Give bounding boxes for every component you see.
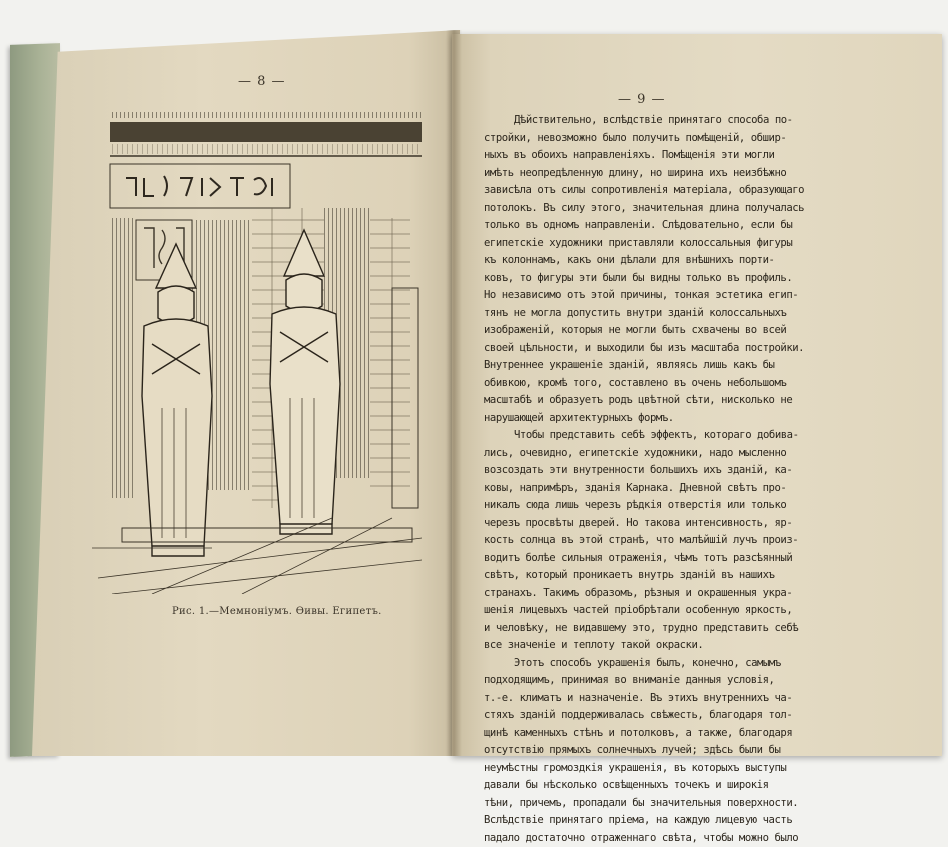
text-line: ковы, напримѣръ, зданія Карнака. Дневной свѣтъ про- [484, 480, 834, 498]
text-line: ковъ, то фигуры эти были бы видны только въ профиль. [484, 270, 834, 288]
text-line: водитъ болѣе сильныя отраженія, чѣмъ тотъ разсѣянный [484, 550, 834, 568]
text-line: потолокъ. Въ силу этого, значительная длина получалась [484, 200, 834, 218]
text-line: стройки, невозможно было получить помѣщеній, обшир- [484, 130, 834, 148]
text-line: своей цѣльности, и выходили бы изъ масштаба постройки. [484, 340, 834, 358]
text-line: тѣни, причемъ, пропадали бы значительныя поверхности. [484, 795, 834, 813]
text-line: черезъ просвѣты дверей. Но такова интенсивность, яр- [484, 515, 834, 533]
text-line: нарушающей архитектурныхъ формъ. [484, 410, 834, 428]
text-line: падало достаточно отраженнаго свѣта, чтобы можно было [484, 830, 834, 847]
text-line: зависѣла отъ силы сопротивленія матеріала, образующаго [484, 182, 834, 200]
text-line: изображеній, которыя не могли быть схвачены во всей [484, 322, 834, 340]
text-line: и человѣку, не видавшему это, трудно представить себѣ [484, 620, 834, 638]
text-line: подходящимъ, принимая во вниманіе данныя условія, [484, 672, 834, 690]
text-line: масштабѣ и образуетъ родъ цвѣтной сѣти, нисколько не [484, 392, 834, 410]
page-number-left: — 8 — [238, 74, 286, 89]
text-line: лись, очевидно, египетскіе художники, надо мысленно [484, 445, 834, 463]
body-text [484, 112, 834, 847]
page-number-right: — 9 — [618, 92, 666, 107]
text-line: давали бы нѣсколько освѣщенныхъ точекъ и широкія [484, 777, 834, 795]
text-line: имѣть неопредѣленную длину, но ширина ихъ неизбѣжно [484, 165, 834, 183]
text-line: Вслѣдствіе принятаго пріема, на каждую лицевую часть [484, 812, 834, 830]
text-line: неумѣстны громоздкія украшенія, въ которыхъ выступы [484, 760, 834, 778]
text-line: возсоздать эти внутренности большихъ ихъ зданій, ка- [484, 462, 834, 480]
text-line: только въ одномъ направленіи. Слѣдовательно, если бы [484, 217, 834, 235]
text-line: шенія лицевыхъ частей пріобрѣтали особенную яркость, [484, 602, 834, 620]
text-line: египетскіе художники приставляли колоссальныя фигуры [484, 235, 834, 253]
text-line: никалъ сюда лишь черезъ рѣдкія отверстія или только [484, 497, 834, 515]
text-line: щинѣ каменныхъ стѣнъ и потолковъ, а также, благодаря [484, 725, 834, 743]
text-line: Внутреннее украшеніе зданій, являясь лишь какъ бы [484, 357, 834, 375]
text-line: Дѣйствительно, вслѣдствіе принятаго способа по- [484, 112, 834, 130]
text-line: Этотъ способъ украшенія былъ, конечно, самымъ [484, 655, 834, 673]
book-gutter [446, 30, 462, 756]
text-line: все значеніе и теплоту такой окраски. [484, 637, 834, 655]
text-line: ныхъ въ обоихъ направленіяхъ. Помѣщенія эти могли [484, 147, 834, 165]
text-line: Чтобы представить себѣ эффектъ, котораго добива- [484, 427, 834, 445]
text-line: къ колоннамъ, какъ они дѣлали для внѣшнихъ порти- [484, 252, 834, 270]
text-line: свѣтъ, который проникаетъ внутрь зданій въ нашихъ [484, 567, 834, 585]
text-line: странахъ. Такимъ образомъ, рѣзныя и окрашенныя укра- [484, 585, 834, 603]
text-line: т.-е. климатъ и назначеніе. Въ этихъ внутреннихъ ча- [484, 690, 834, 708]
text-line: обивкою, кромѣ того, составлено въ очень небольшомъ [484, 375, 834, 393]
text-line: Но независимо отъ этой причины, тонкая эстетика егип- [484, 287, 834, 305]
text-line: отсутствію прямыхъ солнечныхъ лучей; здѣсь были бы [484, 742, 834, 760]
text-line: стяхъ зданій поддерживалась свѣжесть, благодаря тол- [484, 707, 834, 725]
egyptian-colossi-illustration [92, 108, 428, 594]
text-line: тянъ не могла допустить внутри зданій колоссальныхъ [484, 305, 834, 323]
figure-caption: Рис. 1.—Мемноніумъ. Өивы. Египетъ. [172, 606, 382, 617]
text-line: кость солнца въ этой странѣ, что малѣйшій лучъ произ- [484, 532, 834, 550]
